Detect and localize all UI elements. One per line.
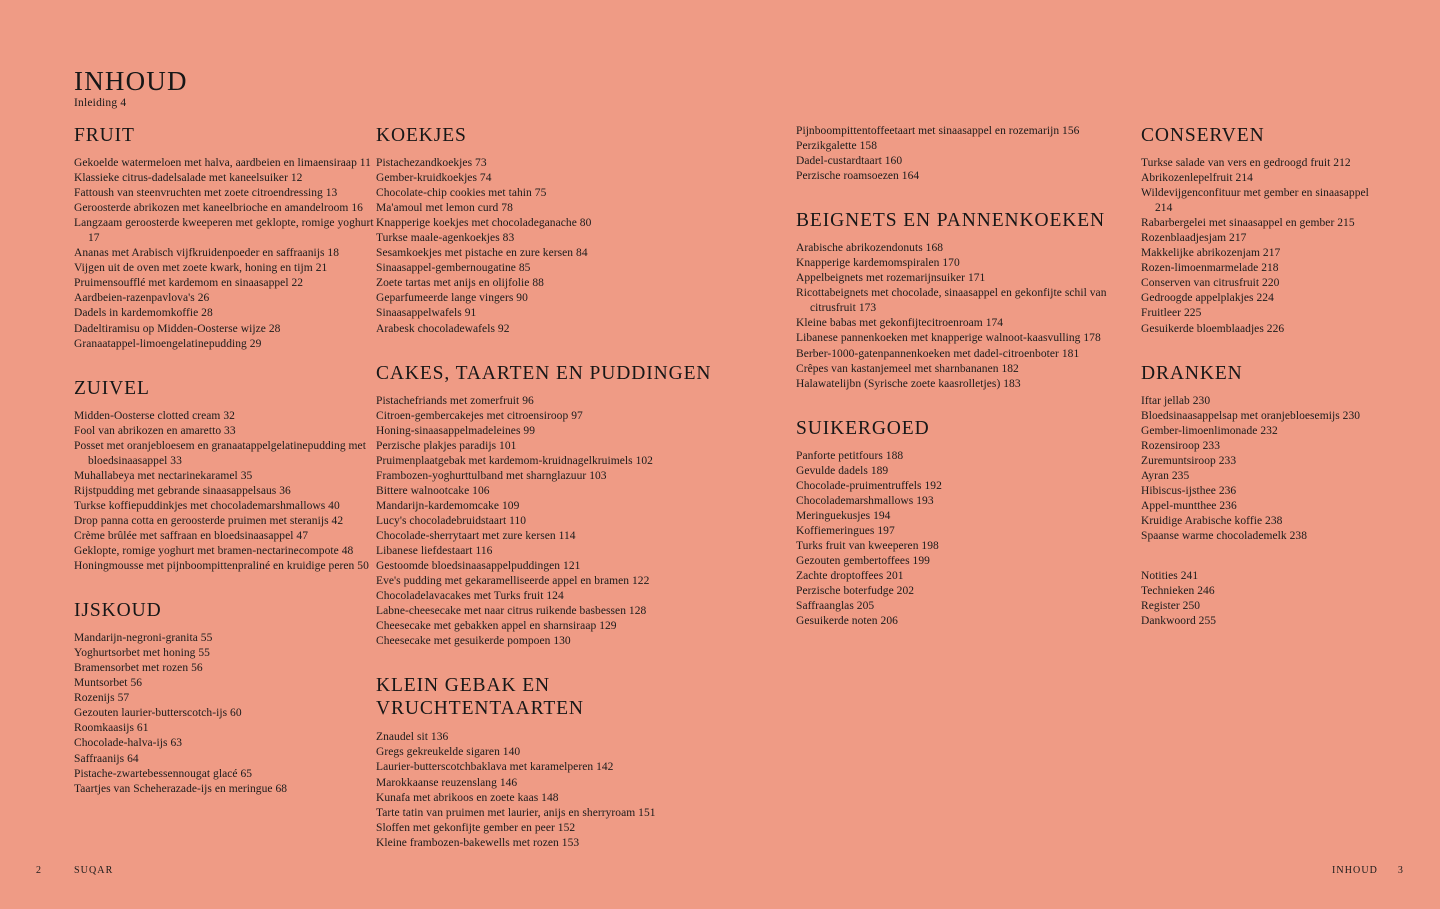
toc-entry[interactable]: Midden-Oosterse clotted cream 32	[74, 409, 235, 422]
toc-entry[interactable]: Bittere walnootcake 106	[376, 484, 490, 497]
toc-entry[interactable]: Gekoelde watermeloen met halva, aardbeien en limaensiraap 11	[74, 157, 371, 169]
toc-entry[interactable]: Panforte petitfours 188	[796, 449, 904, 462]
toc-entry[interactable]: Iftar jellab 230	[1141, 394, 1211, 407]
toc-entry[interactable]: Kunafa met abrikoos en zoete kaas 148	[376, 791, 559, 804]
footer-left-page-number: 2	[36, 865, 43, 876]
toc-entry[interactable]: Rijstpudding met gebrande sinaasappelsaus 36	[74, 484, 291, 497]
section-dranken	[1141, 362, 1369, 544]
toc-entry[interactable]: Appelbeignets met rozemarijnsuiker 171	[796, 272, 986, 285]
section-koekjes	[376, 124, 796, 337]
section-heading: CAKES, TAARTEN EN PUDDINGEN	[376, 362, 712, 384]
toc-entry[interactable]: Posset met oranjebloesem en granaatappelgelatinepudding met bloedsinaasappel 33	[74, 439, 366, 467]
toc-entry[interactable]: Fruitleer 225	[1141, 307, 1202, 320]
toc-entry[interactable]: Citroen-gembercakejes met citroensiroop 97	[376, 409, 583, 422]
section-entry-list	[796, 241, 1141, 391]
toc-entry[interactable]: Geklopte, romige yoghurt met bramen-nectarinecompote 48	[74, 545, 354, 558]
toc-entry[interactable]: Marokkaanse reuzenslang 146	[376, 776, 518, 789]
toc-entry[interactable]: Rozenblaadjesjam 217	[1141, 232, 1247, 245]
toc-entry[interactable]: Fool van abrikozen en amaretto 33	[74, 424, 236, 437]
toc-entry[interactable]: Knapperige kardemomspiralen 170	[796, 257, 960, 270]
section-heading: ZUIVEL	[74, 377, 150, 399]
toc-entry[interactable]: Turkse koffiepuddinkjes met chocolademarshmallows 40	[74, 499, 340, 512]
toc-entry[interactable]: Rozensiroop 233	[1141, 439, 1221, 452]
toc-entry[interactable]: Chocolate-chip cookies met tahin 75	[376, 187, 547, 200]
toc-entry[interactable]: Roomkaasijs 61	[74, 722, 149, 735]
footer-right-label: INHOUD	[1331, 865, 1378, 876]
toc-entry[interactable]: Ricottabeignets met chocolade, sinaasappel en gekonfijte schil van citrusfruit 173	[796, 287, 1107, 315]
contents-columns	[74, 124, 1369, 876]
toc-entry[interactable]: Pistachezandkoekjes 73	[376, 157, 487, 169]
section-heading: BEIGNETS EN PANNENKOEKEN	[796, 210, 1106, 232]
column-1	[74, 124, 376, 876]
toc-entry[interactable]: Granaatappel-limoengelatinepudding 29	[74, 337, 262, 350]
toc-entry[interactable]: Meringuekusjes 194	[796, 509, 891, 522]
toc-entry[interactable]: Sesamkoekjes met pistache en zure kersen 84	[376, 247, 588, 260]
section-entry-list	[796, 449, 1141, 630]
toc-entry[interactable]: Tarte tatin van pruimen met laurier, anijs en sherryroam 151	[376, 806, 656, 819]
page-title: INHOUD	[74, 66, 188, 97]
toc-entry[interactable]: Gezouten gembertoffees 199	[796, 554, 930, 567]
toc-entry[interactable]: Saffraanijs 64	[74, 752, 139, 765]
section-beignets-en-pannenkoeken	[796, 209, 1141, 391]
toc-entry[interactable]: Chocolade-halva-ijs 63	[74, 737, 183, 750]
toc-entry[interactable]: Bramensorbet met rozen 56	[74, 662, 203, 675]
section-heading: DRANKEN	[1141, 362, 1243, 384]
toc-entry[interactable]: Gedroogde appelplakjes 224	[1141, 292, 1274, 305]
toc-entry[interactable]: Bloedsinaasappelsap met oranjebloesemijs 230	[1141, 409, 1361, 422]
toc-entry[interactable]: Pistachefriands met zomerfruit 96	[376, 394, 534, 407]
toc-entry[interactable]: Dankwoord 255	[1141, 615, 1217, 628]
toc-entry[interactable]: Honing-sinaasappelmadeleines 99	[376, 424, 535, 437]
toc-entry[interactable]: Halawatelijbn (Syrische zoete kaasrolletjes) 183	[796, 377, 1021, 390]
section-heading: CONSERVEN	[1141, 125, 1265, 146]
intro-entry: Inleiding 4	[74, 97, 127, 109]
toc-entry[interactable]: Kleine babas met gekonfijtecitroenroam 174	[796, 317, 1004, 330]
toc-entry[interactable]: Makkelijke abrikozenjam 217	[1141, 247, 1281, 260]
toc-entry[interactable]: Perzische plakjes paradijs 101	[376, 439, 517, 452]
section-entry-list	[796, 124, 1141, 184]
toc-entry[interactable]: Frambozen-yoghurttulband met sharnglazuur 103	[376, 469, 607, 482]
toc-entry[interactable]: Gember-limoenlimonade 232	[1141, 424, 1278, 437]
toc-entry[interactable]: Cheesecake met gesuikerde pompoen 130	[376, 635, 571, 648]
toc-entry[interactable]: Ayran 235	[1141, 469, 1190, 482]
toc-entry[interactable]: Rabarbergelei met sinaasappel en gember 215	[1141, 217, 1355, 230]
toc-entry[interactable]: Dadeltiramisu op Midden-Oosterse wijze 28	[74, 322, 281, 335]
section-heading: IJSKOUD	[74, 600, 162, 622]
section-entry-list	[376, 394, 796, 650]
section-conserven	[1141, 124, 1369, 337]
section-heading-line-2: VRUCHTENTAARTEN	[376, 698, 584, 720]
toc-entry[interactable]: Labne-cheesecake met naar citrus ruikende basbessen 128	[376, 605, 647, 618]
toc-entry[interactable]: Turks fruit van kweeperen 198	[796, 539, 939, 552]
toc-entry[interactable]: Gevulde dadels 189	[796, 464, 889, 477]
toc-entry[interactable]: Perzische roamsoezen 164	[796, 170, 920, 183]
toc-entry[interactable]: Sinaasappelwafels 91	[376, 307, 477, 320]
toc-entry[interactable]: Drop panna cotta en geroosterde pruimen met steranijs 42	[74, 514, 344, 527]
toc-entry[interactable]: Eve's pudding met gekaramelliseerde appel en bramen 122	[376, 575, 650, 588]
toc-entry[interactable]: Gesuikerde noten 206	[796, 615, 898, 628]
toc-entry[interactable]: Ananas met Arabisch vijfkruidenpoeder en saffraanijs 18	[74, 247, 340, 260]
toc-entry[interactable]: Znaudel sit 136	[376, 731, 449, 744]
toc-entry[interactable]: Fattoush van steenvruchten met zoete citroendressing 13	[74, 187, 338, 200]
toc-entry[interactable]: Sinaasappel-gembernougatine 85	[376, 262, 531, 275]
toc-entry[interactable]: Pistache-zwartebessennougat glacé 65	[74, 767, 253, 780]
section-fruit	[74, 124, 376, 352]
toc-entry[interactable]: Vijgen uit de oven met zoete kwark, honing en tijm 21	[74, 262, 328, 275]
toc-entry[interactable]: Cheesecake met gebakken appel en sharnsiraap 129	[376, 620, 617, 633]
section-entry-list	[1141, 569, 1369, 629]
toc-entry[interactable]: Arabesk chocoladewafels 92	[376, 322, 510, 335]
toc-entry[interactable]: Mandarijn-kardemomcake 109	[376, 499, 520, 512]
toc-entry[interactable]: Rozen-limoenmarmelade 218	[1141, 262, 1279, 275]
section-heading: KOEKJES	[376, 125, 467, 146]
toc-entry[interactable]: Perzikgalette 158	[796, 140, 878, 153]
section-entry-list	[1141, 156, 1369, 337]
section-heading: SUIKERGOED	[796, 417, 930, 439]
section-backmatter	[1141, 569, 1369, 629]
toc-entry[interactable]: Libanese pannenkoeken met knapperige walnoot-kaasvulling 178	[796, 332, 1101, 345]
toc-entry[interactable]: Arabische abrikozendonuts 168	[796, 242, 944, 255]
toc-entry[interactable]: Muhallabeya met nectarinekaramel 35	[74, 469, 253, 482]
section-entry-list	[74, 631, 376, 797]
toc-entry[interactable]: Crêpes van kastanjemeel met sharnbananen 182	[796, 362, 1019, 375]
toc-entry[interactable]: Turkse salade van vers en gedroogd fruit 212	[1141, 157, 1351, 169]
toc-entry[interactable]: Dadels in kardemomkoffie 28	[74, 307, 213, 320]
toc-entry[interactable]: Gregs gekreukelde sigaren 140	[376, 746, 521, 759]
column-4	[1141, 124, 1369, 876]
toc-entry[interactable]: Conserven van citrusfruit 220	[1141, 277, 1280, 290]
toc-entry[interactable]: Zoete tartas met anijs en olijfolie 88	[376, 277, 544, 290]
toc-entry[interactable]: Notities 241	[1141, 570, 1199, 583]
toc-entry[interactable]: Libanese liefdestaart 116	[376, 545, 493, 558]
toc-entry[interactable]: Pijnboompittentoffeetaart met sinaasappel en rozemarijn 156	[796, 125, 1080, 137]
toc-entry[interactable]: Chocoladelavacakes met Turks fruit 124	[376, 590, 564, 603]
toc-entry[interactable]: Hibiscus-ijsthee 236	[1141, 484, 1237, 497]
toc-entry[interactable]: Pruimenplaatgebak met kardemom-kruidnagelkruimels 102	[376, 454, 653, 467]
toc-entry[interactable]: Abrikozenlepelfruit 214	[1141, 172, 1253, 185]
toc-entry[interactable]: Chocolade-sherrytaart met zure kersen 114	[376, 529, 576, 542]
toc-entry[interactable]: Langzaam geroosterde kweeperen met geklopte, romige yoghurt 17	[74, 217, 374, 245]
section-entry-list	[376, 730, 796, 850]
toc-entry[interactable]: Koffiemeringues 197	[796, 524, 895, 537]
section-entry-list	[74, 156, 376, 352]
toc-entry[interactable]: Muntsorbet 56	[74, 677, 143, 690]
toc-entry[interactable]: Lucy's chocoladebruidstaart 110	[376, 514, 527, 527]
section-klein-gebak-en-vruchtentaarten	[376, 674, 796, 850]
footer-left-label: SUQAR	[74, 865, 114, 876]
toc-entry[interactable]: Yoghurtsorbet met honing 55	[74, 647, 210, 660]
toc-entry[interactable]: Rozenijs 57	[74, 692, 130, 705]
toc-entry[interactable]: Sloffen met gekonfijte gember en peer 152	[376, 821, 576, 834]
toc-entry[interactable]: Turkse maale-agenkoekjes 83	[376, 232, 515, 245]
toc-entry[interactable]: Berber-1000-gatenpannenkoeken met dadel-citroenboter 181	[796, 347, 1080, 360]
section-heading: FRUIT	[74, 125, 135, 146]
toc-entry[interactable]: Aardbeien-razenpavlova's 26	[74, 292, 210, 305]
toc-entry[interactable]: Zuremuntsiroop 233	[1141, 454, 1237, 467]
toc-entry[interactable]: Taartjes van Scheherazade-ijs en meringue 68	[74, 782, 288, 795]
section-heading-line-1: KLEIN GEBAK EN	[376, 675, 550, 697]
toc-entry[interactable]: Zachte droptoffees 201	[796, 570, 904, 583]
toc-entry[interactable]: Geparfumeerde lange vingers 90	[376, 292, 528, 305]
section-entry-list	[1141, 394, 1369, 544]
section-continued-taarten	[796, 124, 1141, 184]
toc-entry[interactable]: Chocolade-pruimentruffels 192	[796, 479, 942, 492]
toc-entry[interactable]: Mandarijn-negroni-granita 55	[74, 632, 213, 645]
footer-right-page-number: 3	[1397, 865, 1404, 876]
toc-entry[interactable]: Crème brûlée met saffraan en bloedsinaasappel 47	[74, 529, 309, 542]
section-cakes-taarten-en-puddingen	[376, 362, 796, 650]
page-footer	[0, 865, 1440, 881]
toc-entry[interactable]: Gesuikerde bloemblaadjes 226	[1141, 322, 1285, 335]
toc-entry[interactable]: Klassieke citrus-dadelsalade met kaneelsuiker 12	[74, 172, 303, 185]
toc-entry[interactable]: Chocolademarshmallows 193	[796, 494, 934, 507]
toc-entry[interactable]: Gestoomde bloedsinaasappelpuddingen 121	[376, 560, 581, 573]
section-entry-list	[74, 409, 376, 575]
toc-entry[interactable]: Gezouten laurier-butterscotch-ijs 60	[74, 707, 242, 720]
toc-entry[interactable]: Perzische boterfudge 202	[796, 585, 915, 598]
toc-entry[interactable]: Wildevijgenconfituur met gember en sinaasappel 214	[1141, 187, 1369, 215]
toc-entry[interactable]: Knapperige koekjes met chocoladeganache 80	[376, 217, 592, 230]
toc-entry[interactable]: Ma'amoul met lemon curd 78	[376, 202, 513, 215]
section-suikergoed	[796, 417, 1141, 630]
toc-entry[interactable]: Spaanse warme chocolademelk 238	[1141, 529, 1308, 542]
section-heading	[376, 674, 796, 720]
section-entry-list	[376, 156, 796, 337]
toc-entry[interactable]: Geroosterde abrikozen met kaneelbrioche en amandelroom 16	[74, 202, 363, 215]
column-3	[796, 124, 1141, 876]
toc-entry[interactable]: Kruidige Arabische koffie 238	[1141, 514, 1283, 527]
toc-entry[interactable]: Technieken 246	[1141, 585, 1215, 598]
toc-entry[interactable]: Honingmousse met pijnboompittenpraliné en kruidige peren 50	[74, 560, 369, 573]
toc-entry[interactable]: Dadel-custardtaart 160	[796, 155, 903, 168]
section-ijskoud	[74, 599, 376, 797]
toc-entry[interactable]: Pruimensoufflé met kardemom en sinaasappel 22	[74, 277, 304, 290]
toc-entry[interactable]: Kleine frambozen-bakewells met rozen 153	[376, 836, 580, 849]
toc-entry[interactable]: Gember-kruidkoekjes 74	[376, 172, 492, 185]
column-2	[376, 124, 796, 876]
toc-entry[interactable]: Appel-muntthee 236	[1141, 499, 1237, 512]
toc-entry[interactable]: Register 250	[1141, 600, 1201, 613]
section-zuivel	[74, 377, 376, 575]
toc-entry[interactable]: Laurier-butterscotchbaklava met karamelperen 142	[376, 761, 614, 774]
toc-entry[interactable]: Saffraanglas 205	[796, 600, 875, 613]
